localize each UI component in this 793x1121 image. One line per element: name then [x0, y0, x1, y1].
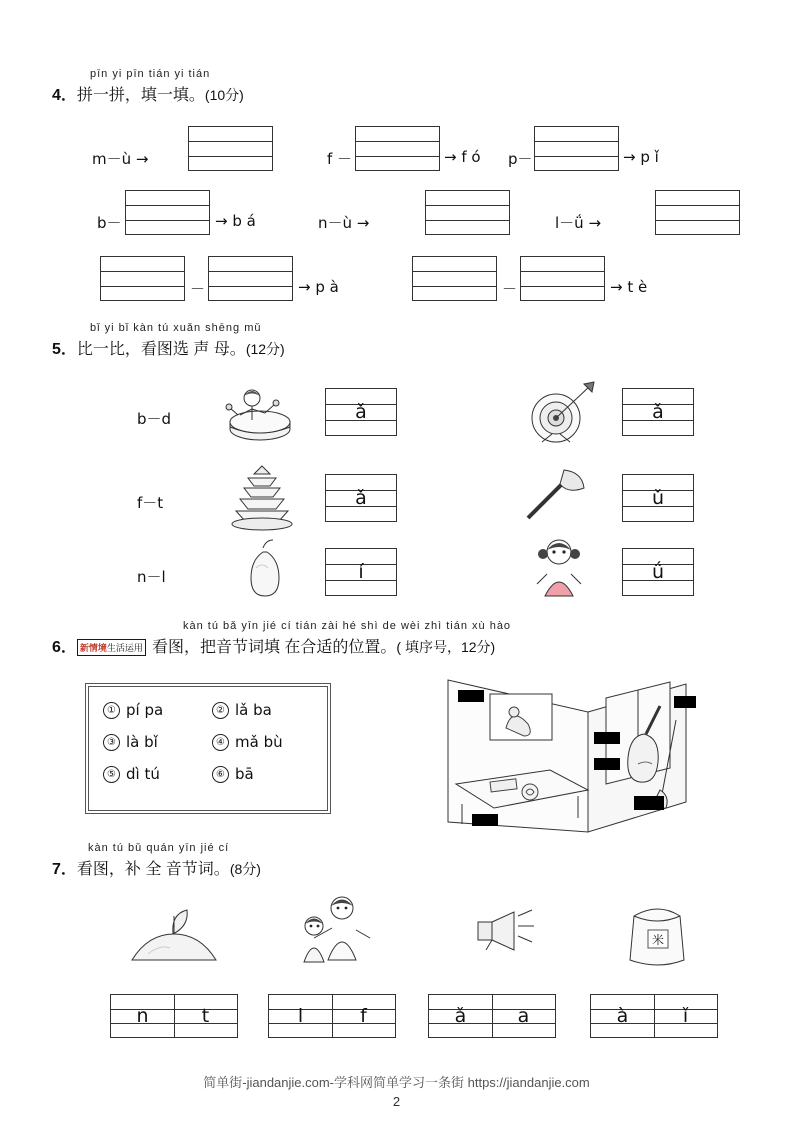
q6-option-number: ③ — [103, 734, 120, 751]
q4-number: 4． — [52, 87, 77, 104]
q6-option-text: dì tú — [126, 765, 160, 783]
q4-r2c3-label: l－ǘ → — [555, 214, 602, 232]
q4-r1c3-result: → p ǐ — [623, 148, 659, 166]
pear-illustration — [232, 538, 294, 604]
q4-answer-grid[interactable] — [125, 190, 210, 235]
q6-points: ( 填序号，12分) — [396, 639, 496, 655]
q4-heading — [52, 82, 244, 105]
q5-answer-grid[interactable] — [622, 474, 694, 522]
q7-a1-right: t — [201, 1005, 210, 1027]
page-number: 2 — [392, 1094, 401, 1109]
q6-badge-red: 新情境 — [79, 643, 107, 653]
q6-badge-black: 生活运用 — [106, 643, 143, 653]
q4-points: (10分) — [204, 87, 244, 103]
q5-number: 5． — [52, 341, 77, 358]
q7-answer-grid[interactable] — [110, 994, 238, 1038]
q7-a4-left: à — [616, 1005, 629, 1027]
q4-r2c2-label: n－ù → — [318, 214, 370, 232]
q6-option-text: lǎ ba — [235, 701, 272, 719]
q5-title: 比一比，看图选 声 母。 — [76, 341, 246, 358]
q4-answer-grid[interactable] — [534, 126, 619, 171]
q4-r2c1-result: → b á — [215, 212, 256, 230]
q4-answer-grid[interactable] — [100, 256, 185, 301]
q7-title: 看图，补 全 音节词。 — [76, 861, 230, 878]
q7-heading — [52, 856, 261, 879]
q5-row2-label: f－t — [137, 494, 164, 512]
q7-answer-grid[interactable] — [428, 994, 556, 1038]
q6-option-text: là bǐ — [126, 733, 158, 751]
drum-girl-illustration — [212, 382, 312, 444]
q4-answer-grid[interactable] — [208, 256, 293, 301]
q6-option[interactable] — [212, 733, 313, 751]
q6-option[interactable] — [212, 765, 313, 783]
q7-a3-left: ǎ — [454, 1005, 467, 1027]
q7-a2-left: l — [297, 1005, 304, 1027]
q4-r3c2-result: → t è — [610, 278, 648, 296]
q5-r2-left-vowel: ǎ — [355, 487, 367, 509]
q5-heading — [52, 336, 285, 359]
q5-r3-right-vowel: ǘ — [651, 561, 665, 583]
q4-answer-grid[interactable] — [412, 256, 497, 301]
q4-r3c2-op: － — [502, 280, 518, 298]
q5-r1-left-vowel: ǎ — [355, 401, 367, 423]
q4-r1c1-label: m－ù → — [92, 150, 149, 168]
q4-r3c1-result: → p à — [298, 278, 339, 296]
q6-title: 看图，把音节词填 在合适的位置。 — [151, 639, 397, 656]
q6-option[interactable] — [212, 701, 313, 719]
q5-answer-grid[interactable] — [622, 388, 694, 436]
dart-target-illustration — [520, 380, 598, 446]
q4-answer-grid[interactable] — [188, 126, 273, 171]
q7-answer-grid[interactable] — [590, 994, 718, 1038]
q5-r1-right-vowel: ǎ — [652, 401, 664, 423]
q4-r1c2-result: → f ó — [444, 148, 481, 166]
q7-a4-right: ǐ — [682, 1005, 689, 1027]
q4-r2c1-label: b－ — [97, 214, 122, 232]
axe-illustration — [512, 466, 592, 528]
q5-answer-grid[interactable] — [622, 548, 694, 596]
q4-pinyin: pīn yi pīn tián yi tián — [90, 68, 211, 80]
q6-option-number: ⑤ — [103, 766, 120, 783]
room-scene-illustration — [438, 672, 703, 837]
q7-a3-right: a — [517, 1005, 530, 1027]
q6-option-box — [88, 686, 328, 811]
q6-option-text: bā — [235, 765, 254, 783]
sprout-illustration — [118, 898, 228, 968]
pagoda-illustration — [222, 462, 302, 532]
q6-option[interactable] — [103, 765, 204, 783]
q5-answer-grid[interactable] — [325, 388, 397, 436]
rice-sack-illustration — [608, 896, 708, 968]
q5-row1-label: b－d — [137, 410, 172, 428]
q6-pinyin: kàn tú bǎ yīn jié cí tián zài hé shì de wèi zhì tián xù hào — [183, 620, 512, 632]
q4-answer-grid[interactable] — [655, 190, 740, 235]
father-and-child-illustration — [280, 890, 390, 970]
q4-answer-grid[interactable] — [520, 256, 605, 301]
megaphone-illustration — [456, 902, 556, 960]
q6-badge — [77, 639, 146, 656]
q7-a1-left: n — [136, 1005, 149, 1027]
q6-option-number: ⑥ — [212, 766, 229, 783]
footer-watermark: 简单街-jiandanjie.com-学科网简单学习一条街 https://jiandanjie.com — [203, 1075, 590, 1090]
girl-illustration — [525, 534, 597, 604]
q5-r3-left-vowel: í — [358, 561, 364, 583]
q5-answer-grid[interactable] — [325, 548, 397, 596]
q6-option-number: ① — [103, 702, 120, 719]
q4-r1c2-label: f － — [327, 150, 353, 168]
q4-r3c1-op: － — [190, 280, 206, 298]
q5-answer-grid[interactable] — [325, 474, 397, 522]
q6-option-number: ② — [212, 702, 229, 719]
q5-points: (12分) — [245, 341, 285, 357]
q6-heading — [52, 634, 495, 657]
q6-option[interactable] — [103, 701, 204, 719]
q7-a2-right: f — [360, 1005, 367, 1027]
q6-number: 6． — [52, 639, 77, 656]
q5-pinyin: bǐ yi bǐ kàn tú xuǎn shēng mǔ — [90, 322, 262, 334]
q4-r1c3-label: p－ — [508, 150, 533, 168]
q7-answer-grid[interactable] — [268, 994, 396, 1038]
q5-r2-right-vowel: ǔ — [651, 487, 665, 509]
q6-option-number: ④ — [212, 734, 229, 751]
q6-option-text: pí pa — [126, 701, 164, 719]
q6-option-text: mǎ bù — [235, 733, 283, 751]
q4-title: 拼一拼，填一填。 — [76, 87, 205, 104]
svg-text:米: 米 — [651, 933, 665, 947]
q4-answer-grid[interactable] — [355, 126, 440, 171]
q6-option[interactable] — [103, 733, 204, 751]
q7-pinyin: kàn tú bǔ quán yīn jié cí — [88, 842, 230, 854]
q4-answer-grid[interactable] — [425, 190, 510, 235]
q7-number: 7． — [52, 861, 77, 878]
q5-row3-label: n－l — [137, 568, 166, 586]
q7-points: (8分) — [229, 861, 261, 877]
